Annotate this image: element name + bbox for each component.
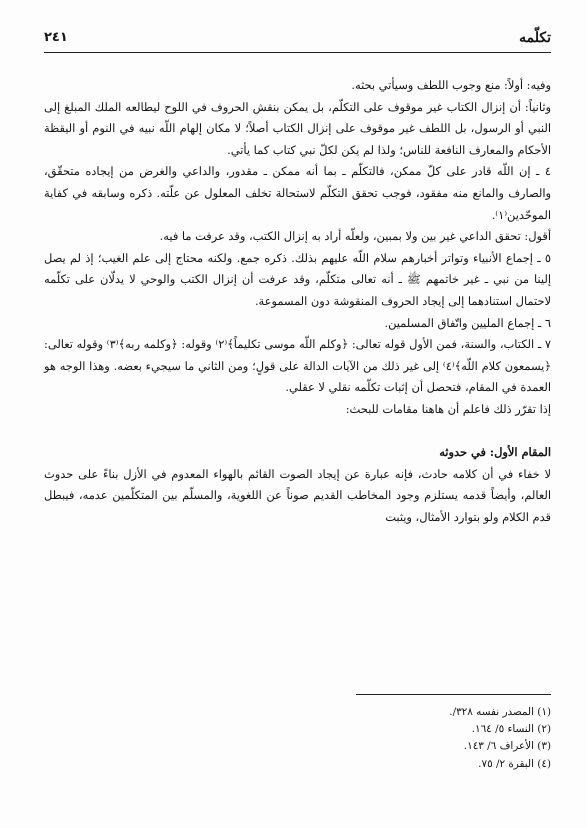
footnote: (٢) النساء ٥/ ١٦٤.: [471, 723, 551, 736]
paragraph: وفيه: أولاً: منع وجوب اللطف وسيأتي بحثه.: [351, 78, 551, 92]
paragraph: أقول: تحقق الداعي غير بين ولا بمبين، ولعلّه أراد به إنزال الكتب، وقد عرفت ما فيه.: [159, 229, 551, 244]
page-number: ٢٤١: [44, 30, 68, 45]
spacer: [44, 421, 551, 443]
footnote: (٣) الأعراف ٦/ ١٤٣.: [463, 740, 551, 753]
section-heading: المقام الأول: في حدوثه: [439, 445, 551, 460]
page-header: [44, 26, 551, 50]
paragraph: وثانياً: أن إنزال الكتاب غير موقوف على التكلّم، بل يمكن بنقش الحروف في اللوح ليطالعه الملك المبلغ إلى النبي أو الرسول، بل اللطف غير موقوف على إنزال الكتاب أصلاً؛ لا مكان إلهام اللّه نبيه في النوم أو اليقظة الأحكام والمعارف النافعة للناس؛ ولذا لم يكن لكلّ نبي كتاب كما يأتي.: [44, 99, 551, 157]
paragraph: ٦ ـ إجماع المليين واتّفاق المسلمين.: [384, 315, 551, 330]
footnote: (٤) البقرة ٢/ ٧٥.: [478, 757, 551, 770]
footnotes: [44, 704, 551, 773]
running-title: تكلّمه: [519, 30, 551, 46]
header-rule: [44, 52, 551, 53]
footnote-rule: [356, 694, 551, 695]
document-page: [44, 26, 551, 828]
footnote: (١) المصدر نفسه ٣٢٨/.: [449, 706, 551, 718]
paragraph: لا خفاء في أن كلامه حادث، فإنه عبارة عن إيجاد الصوت القائم بالهواء المعدوم في الأزل بناءً على حدوث العالم، وأيضاً قدمه يستلزم وجود المخاطب القديم صوناً عن اللغوية، والمسلّم بين المتكلّمين عدمه، فيبطل قدم الكلام ولو بتوارد الأمثال، ويثبت: [44, 466, 551, 524]
paragraph: ٧ ـ الكتاب، والسنة، فمن الأول قوله تعالى: ﴿وكلم اللّه موسى تكليماً﴾⁽٢⁾ وقوله: ﴿وكلمه ربه﴾⁽٣⁾ وقوله تعالى: ﴿يسمعون كلام اللّه﴾⁽٤⁾ إلى غير ذلك من الآيات الدالة على قولٍ؛ ومن الثاني ما سيجيء بعضه. وهذا الوجه هو العمدة في المقام، فتحصل أن إثبات تكلّمه نقلي لا عقلي.: [44, 337, 552, 395]
paragraph: ٥ ـ إجماع الأنبياء وتواتر أخبارهم سلام اللّه عليهم بذلك. ذكره جمع. ولكنه محتاج إلى علم الغيب؛ إذ لم يصل إلينا من نبي ـ غير خاتمهم ﷺ ـ أنه تعالى متكلّم، وقد عرفت أن إنزال الكتب والوحي لا يدلّان على تكلّمه لاحتمال استنادهما إلى إيجاد الحروف المنقوشة دون المسموعة.: [44, 250, 551, 308]
paragraph: إذا تقرّر ذلك فاعلم أن هاهنا مقامات للبحث:: [345, 401, 551, 416]
paragraph: ٤ ـ إن اللّه قادر على كلّ ممكن، فالتكلّم ـ بما أنه ممكن ـ مقدور، والداعي والغرض من إيجاده متحقّق، والصارف والمانع منه مفقود، فوجب تحقق التكلّم لاستحالة تخلف المعلول عن علّته. ذكره وسابقه في كفاية الموحّدين⁽١⁾.: [44, 164, 551, 222]
main-text: [44, 75, 551, 528]
